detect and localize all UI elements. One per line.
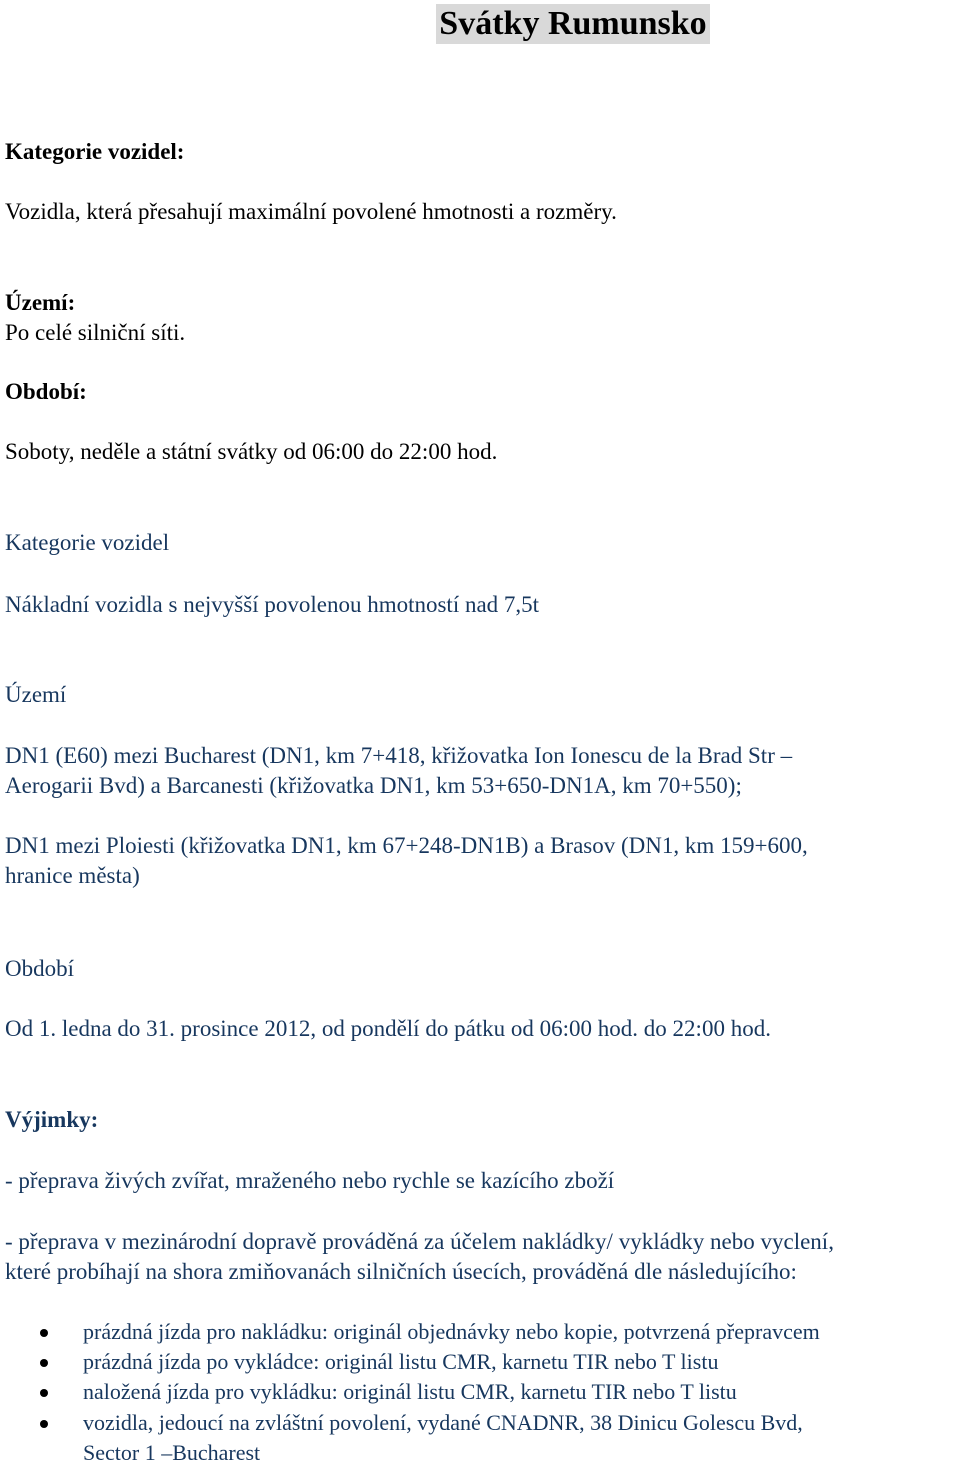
exception-item-1: - přeprava živých zvířat, mraženého nebo rychle se kazícího zboží (5, 1168, 615, 1193)
list-item-text: prázdná jízda pro nakládku: originál objednávky nebo kopie, potvrzená přepravcem (83, 1319, 820, 1344)
list-item-text: Sector 1 –Bucharest (83, 1440, 261, 1465)
category-label: Kategorie vozidel: (5, 139, 185, 164)
route-2-line-1: DN1 mezi Ploiesti (křižovatka DN1, km 67+248-DN1B) a Brasov (DN1, km 159+600, (5, 833, 808, 858)
territory-text: Po celé silniční síti. (5, 320, 186, 345)
list-item-text: naložená jízda pro vykládku: originál listu CMR, karnetu TIR nebo T listu (83, 1379, 737, 1404)
period-label-2: Období (5, 956, 74, 981)
territory-label-2: Území (5, 682, 67, 707)
route-1-line-1: DN1 (E60) mezi Bucharest (DN1, km 7+418, křižovatka Ion Ionescu de la Brad Str – (5, 743, 793, 768)
exception-item-2-line-1: - přeprava v mezinárodní dopravě prováděná za účelem nakládky/ vykládky nebo vyclení, (5, 1229, 834, 1254)
exceptions-label: Výjimky: (5, 1107, 99, 1132)
bullet-icon (40, 1420, 48, 1428)
period-text-2: Od 1. ledna do 31. prosince 2012, od pondělí do pátku od 06:00 hod. do 22:00 hod. (5, 1016, 771, 1041)
bullet-icon (40, 1359, 48, 1367)
list-item-text: prázdná jízda po vykládce: originál listu CMR, karnetu TIR nebo T listu (83, 1349, 719, 1374)
route-1-line-2: Aerogarii Bvd) a Barcanesti (křižovatka DN1, km 53+650-DN1A, km 70+550); (5, 773, 742, 798)
exception-item-2-line-2: které probíhají na shora zmiňovanách silničních úsecích, prováděná dle následujícího: (5, 1259, 797, 1284)
page-title: Svátky Rumunsko (436, 4, 710, 44)
category-text-2: Nákladní vozidla s nejvyšší povolenou hmotností nad 7,5t (5, 592, 540, 617)
category-label-2: Kategorie vozidel (5, 530, 170, 555)
period-text: Soboty, neděle a státní svátky od 06:00 do 22:00 hod. (5, 439, 498, 464)
category-text: Vozidla, která přesahují maximální povolené hmotnosti a rozměry. (5, 199, 617, 224)
territory-label: Území: (5, 290, 76, 315)
period-label: Období: (5, 379, 87, 404)
bullet-icon (40, 1329, 48, 1337)
route-2-line-2: hranice města) (5, 863, 140, 888)
bullet-icon (40, 1389, 48, 1397)
list-item-text: vozidla, jedoucí na zvláštní povolení, vydané CNADNR, 38 Dinicu Golescu Bvd, (83, 1410, 803, 1435)
